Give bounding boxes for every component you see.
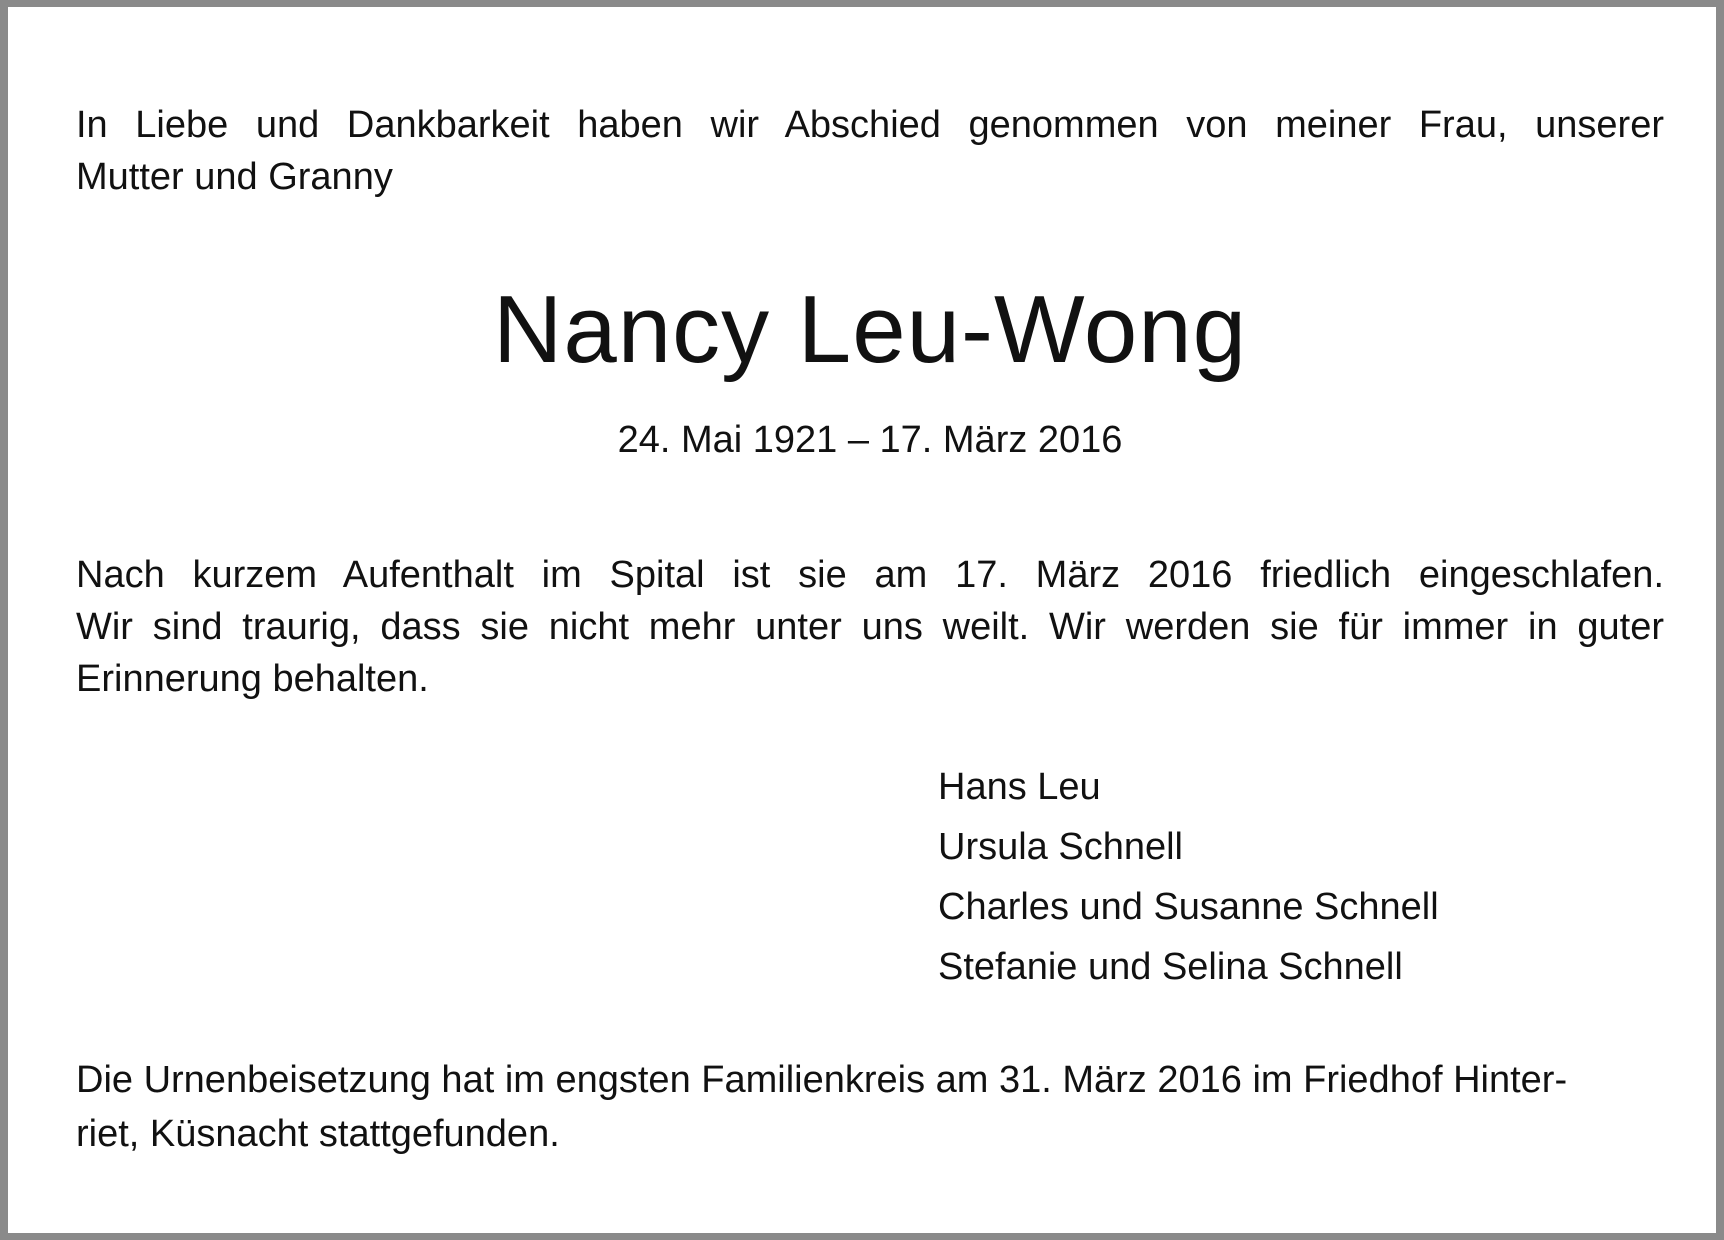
body-line-3: Erinnerung behalten. — [76, 658, 429, 700]
intro-text — [76, 99, 1664, 203]
closing-line-2: riet, Küsnacht stattgefunden. — [76, 1113, 560, 1155]
closing-text — [76, 1053, 1664, 1161]
body-line-1: Nach kurzem Aufenthalt im Spital ist sie am 17. März 2016 friedlich eingeschlafen. — [76, 554, 1664, 596]
life-dates: 24. Mai 1921 – 17. März 2016 — [617, 419, 1123, 461]
signatory: Stefanie und Selina Schnell — [938, 946, 1403, 988]
intro-line-2: Mutter und Granny — [76, 156, 393, 198]
intro-line-1: In Liebe und Dankbarkeit haben wir Abschied genommen von meiner Frau, unserer — [76, 104, 1664, 146]
signatory: Ursula Schnell — [938, 826, 1183, 868]
closing-line-1: Die Urnenbeisetzung hat im engsten Familienkreis am 31. März 2016 im Friedhof Hinter- — [76, 1059, 1568, 1101]
signatory: Hans Leu — [938, 766, 1101, 808]
body-line-2: Wir sind traurig, dass sie nicht mehr unter uns weilt. Wir werden sie für immer in guter — [76, 606, 1664, 648]
deceased-name: Nancy Leu-Wong — [493, 276, 1247, 383]
signatories-list — [938, 757, 1439, 997]
signatory: Charles und Susanne Schnell — [938, 886, 1439, 928]
body-text — [76, 549, 1664, 705]
